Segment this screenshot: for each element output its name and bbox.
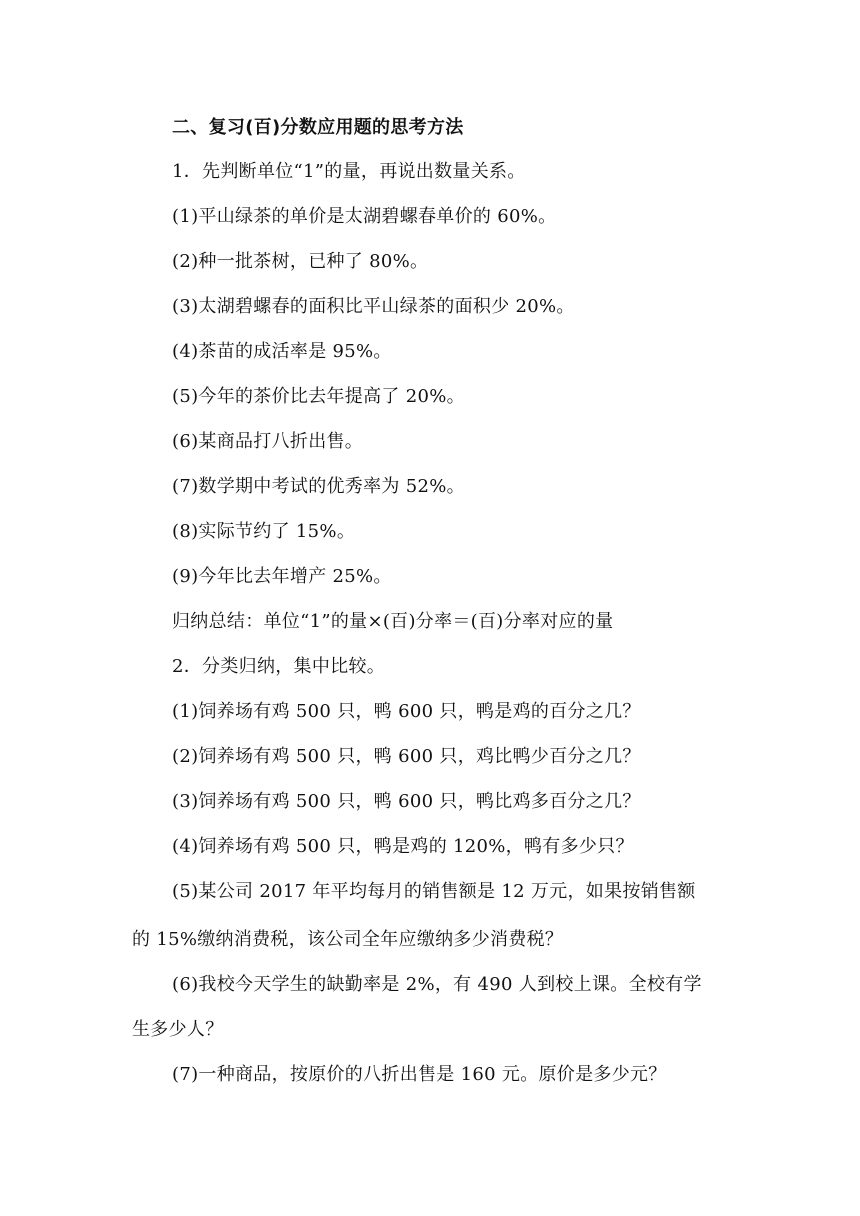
section2-title: 2．分类归纳，集中比较。 xyxy=(172,656,386,677)
section1-item-6: (6)某商品打八折出售。 xyxy=(172,431,364,452)
section-heading: 二、复习(百)分数应用题的思考方法 xyxy=(172,117,464,138)
section1-summary: 归纳总结：单位“1”的量×(百)分率＝(百)分率对应的量 xyxy=(172,611,614,632)
section1-item-3: (3)太湖碧螺春的面积比平山绿茶的面积少 20%。 xyxy=(172,296,575,317)
section2-item-6-line1: (6)我校今天学生的缺勤率是 2%，有 490 人到校上课。全校有学 xyxy=(172,974,702,995)
section2-item-1: (1)饲养场有鸡 500 只，鸭 600 只，鸭是鸡的百分之几？ xyxy=(172,701,641,722)
section1-item-5: (5)今年的茶价比去年提高了 20%。 xyxy=(172,386,465,407)
section2-item-5-line1: (5)某公司 2017 年平均每月的销售额是 12 万元，如果按销售额 xyxy=(172,881,696,902)
section2-item-7: (7)一种商品，按原价的八折出售是 160 元。原价是多少元？ xyxy=(172,1064,667,1085)
section2-item-4: (4)饲养场有鸡 500 只，鸭是鸡的 120%，鸭有多少只？ xyxy=(172,836,634,857)
section1-item-1: (1)平山绿茶的单价是太湖碧螺春单价的 60%。 xyxy=(172,206,557,227)
section1-item-7: (7)数学期中考试的优秀率为 52%。 xyxy=(172,476,465,497)
section2-item-2: (2)饲养场有鸡 500 只，鸭 600 只，鸡比鸭少百分之几？ xyxy=(172,746,641,767)
section1-item-2: (2)种一批茶树，已种了 80%。 xyxy=(172,251,429,272)
section1-item-8: (8)实际节约了 15%。 xyxy=(172,521,356,542)
section2-item-3: (3)饲养场有鸡 500 只，鸭 600 只，鸭比鸡多百分之几？ xyxy=(172,791,641,812)
section1-item-4: (4)茶苗的成活率是 95%。 xyxy=(172,341,392,362)
section1-item-9: (9)今年比去年增产 25%。 xyxy=(172,566,392,587)
section2-item-5-line2: 的 15%缴纳消费税，该公司全年应缴纳多少消费税？ xyxy=(132,929,564,950)
section1-title: 1．先判断单位“1”的量，再说出数量关系。 xyxy=(172,161,526,182)
section2-item-6-line2: 生多少人？ xyxy=(132,1019,224,1040)
